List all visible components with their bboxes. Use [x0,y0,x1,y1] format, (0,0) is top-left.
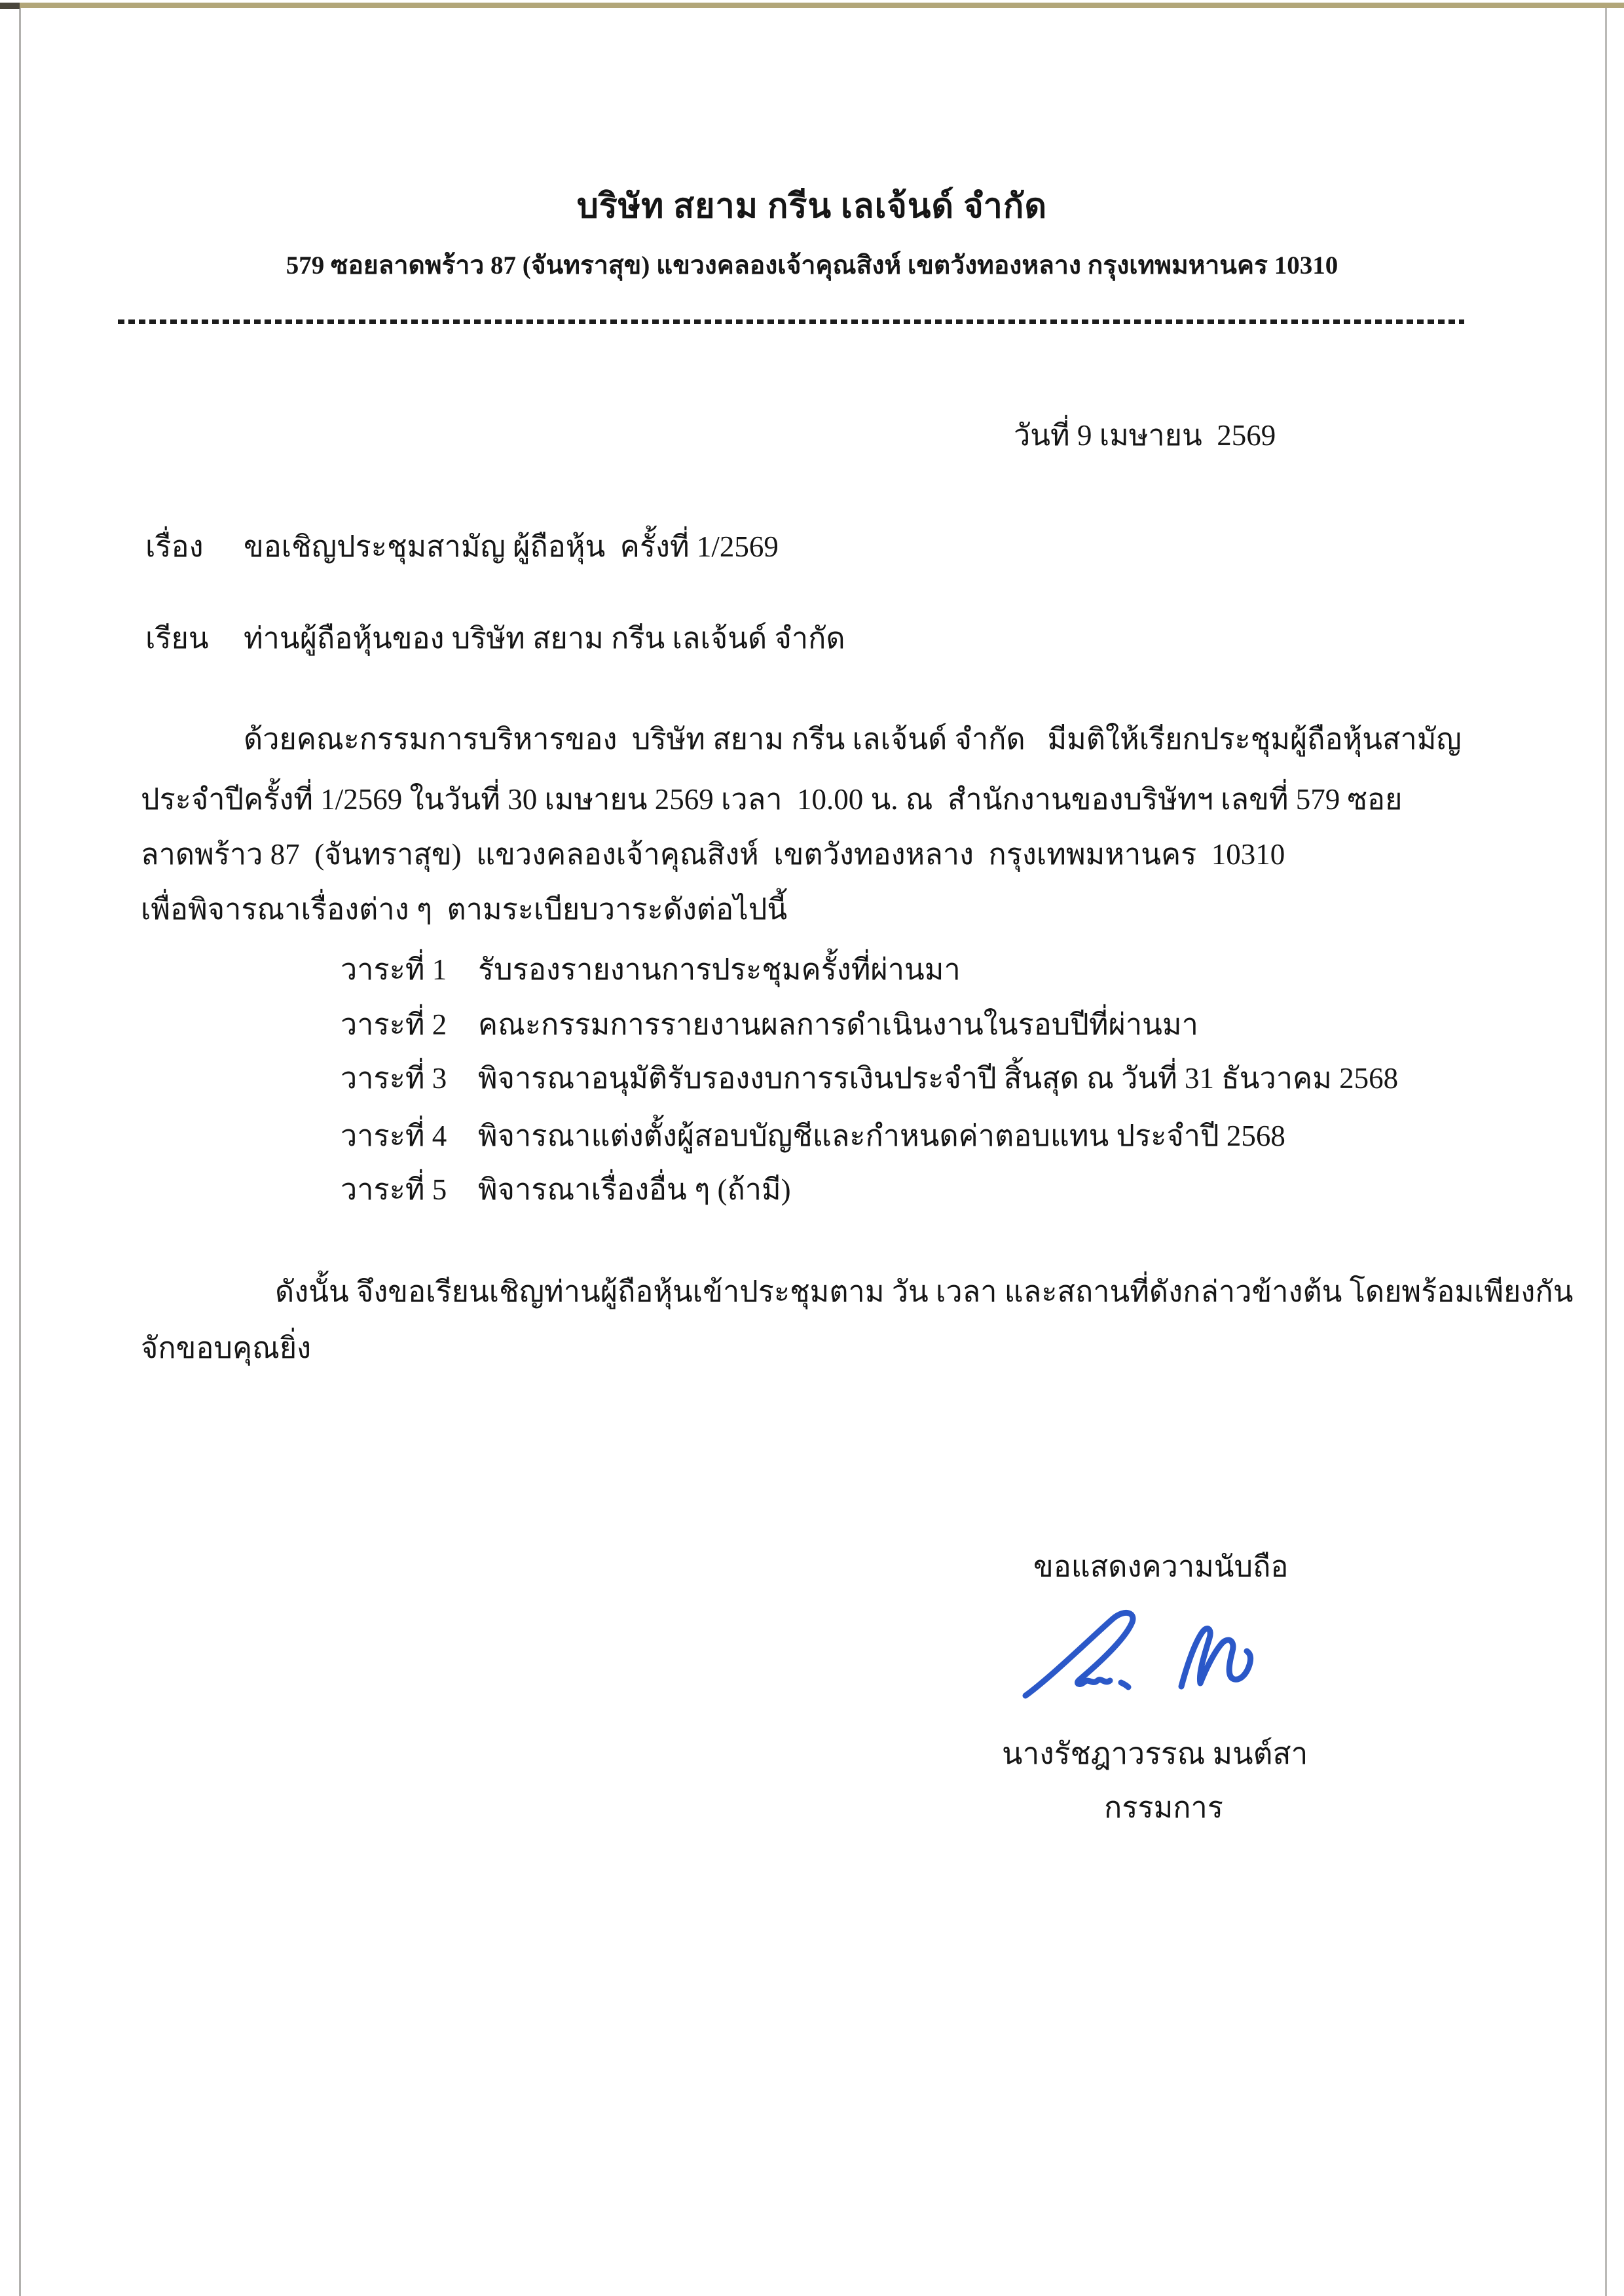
agenda-4-label: วาระที่ 4 [341,1120,447,1152]
signature-ink [1016,1596,1318,1714]
agenda-1-label: วาระที่ 1 [341,953,447,986]
subject-text: ขอเชิญประชุมสามัญ ผู้ถือหุ้น ครั้งที่ 1/2569 [244,530,779,563]
agenda-2-text: คณะกรรมการรายงานผลการดำเนินงานในรอบปีที่ผ่านมา [478,1008,1198,1041]
company-address: 579 ซอยลาดพร้าว 87 (จันทราสุข) แขวงคลองเจ้าคุณสิงห์ เขตวังทองหลาง กรุงเทพมหานคร 10310 [286,251,1338,280]
agenda-3-text: พิจารณาอนุมัติรับรองงบการรเงินประจำปี สิ้นสุด ณ วันที่ 31 ธันวาคม 2568 [478,1062,1399,1095]
sign-off: ขอแสดงความนับถือ [1033,1550,1289,1583]
scan-edge-top [0,3,1624,8]
subject-label: เรื่อง [145,530,204,563]
body-line-3: ลาดพร้าว 87 (จันทราสุข) แขวงคลองเจ้าคุณสิงห์ เขตวังทองหลาง กรุงเทพมหานคร 10310 [141,838,1285,871]
company-name: บริษัท สยาม กรีน เลเจ้นด์ จำกัด [576,188,1048,225]
closing-line-2: จักขอบคุณยิ่ง [141,1332,312,1364]
signer-name: นางรัชฎาวรรณ มนต์สา [1002,1737,1308,1770]
agenda-4-text: พิจารณาแต่งตั้งผู้สอบบัญชีและกำหนดค่าตอบแทน ประจำปี 2568 [478,1120,1285,1152]
letter-date: วันที่ 9 เมษายน 2569 [1014,419,1276,452]
agenda-2-label: วาระที่ 2 [341,1008,447,1041]
scan-edge-top-cap [0,3,20,9]
separator-line [118,319,1464,324]
agenda-1-text: รับรองรายงานการประชุมครั้งที่ผ่านมา [478,953,961,986]
body-line-2: ประจำปีครั้งที่ 1/2569 ในวันที่ 30 เมษายน 2569 เวลา 10.00 น. ณ สำนักงานของบริษัทฯ เลขที่ 579 ซอย [141,783,1403,816]
body-line-1: ด้วยคณะกรรมการบริหารของ บริษัท สยาม กรีน เลเจ้นด์ จำกัด มีมติให้เรียกประชุมผู้ถือหุ้นสามัญ [244,723,1462,756]
agenda-5-text: พิจารณาเรื่องอื่น ๆ (ถ้ามี) [478,1173,791,1206]
agenda-3-label: วาระที่ 3 [341,1062,447,1095]
scan-edge-right [1605,8,1607,2296]
to-text: ท่านผู้ถือหุ้นของ บริษัท สยาม กรีน เลเจ้นด์ จำกัด [244,622,845,655]
agenda-5-label: วาระที่ 5 [341,1173,447,1206]
body-line-4: เพื่อพิจารณาเรื่องต่าง ๆ ตามระเบียบวาระดังต่อไปนี้ [141,893,788,926]
signer-title: กรรมการ [1104,1791,1223,1824]
to-label: เรียน [145,622,209,655]
scan-edge-left [19,8,21,2296]
closing-line-1: ดังนั้น จึงขอเรียนเชิญท่านผู้ถือหุ้นเข้าประชุมตาม วัน เวลา และสถานที่ดังกล่าวข้างต้น โดยพร้อมเพียงกัน [275,1275,1574,1308]
